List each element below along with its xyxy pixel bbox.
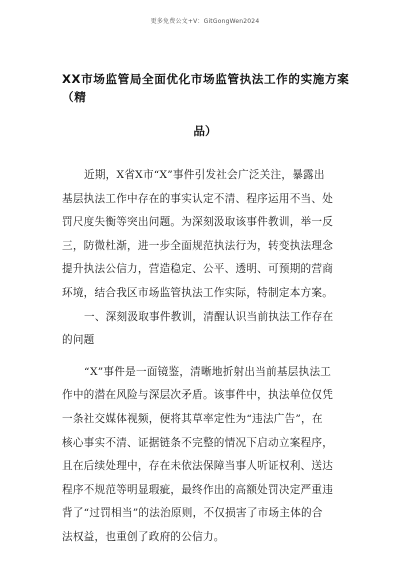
text-line: 程序不规范等明显瑕疵，最终作出的高额处罚决定严重违 [62, 483, 334, 496]
text-line: 的问题 [62, 334, 95, 347]
section-heading-1 [62, 306, 354, 353]
text-line: 作中的潜在风险与深层次矛盾。该事件中，执法单位仅凭 [62, 389, 334, 402]
text-line: 一条社交媒体视频，便将其草率定性为“违法广告”，在 [62, 412, 323, 425]
text-line: 且在后续处理中，存在未依法保障当事人听证权利、送达 [62, 460, 334, 473]
text-line: 基层执法工作中存在的事实认定不清、程序运用不当、处 [62, 192, 334, 205]
paragraph-intro [62, 164, 354, 306]
text-line: 核心事实不清、证据链条不完整的情况下启动立案程序， [62, 436, 334, 449]
text-line: 近期，X省X市“X”事件引发社会广泛关注，暴露出 [84, 169, 325, 181]
text-line: 环境，结合我区市场监管执法工作实际，特制定本方案。 [62, 286, 334, 299]
header-note: 更多免费公文+V：GitGongWen2024 [150, 18, 260, 25]
text-line: 三，防微杜渐，进一步全面规范执法行为，转变执法理念 [62, 239, 334, 252]
text-line: 提升执法公信力，营造稳定、公平、透明、可预期的营商 [62, 263, 334, 276]
text-line: 背了“过罚相当”的法治原则，不仅损害了市场主体的合 [62, 507, 323, 520]
text-line: 法权益，也重创了政府的公信力。 [62, 530, 225, 543]
document-title: XX市场监管局全面优化市场监管执法工作的实施方案（精 [62, 72, 350, 104]
paragraph-gap [62, 353, 354, 361]
text-line: “X”事件是一面镜鉴，清晰地折射出当前基层执法工 [84, 365, 332, 378]
text-line: 罚尺度失衡等突出问题。为深刻汲取该事件教训，举一反 [62, 216, 334, 229]
document-title-continuation: 品） [193, 124, 217, 138]
document-body [62, 164, 354, 550]
paragraph-event [62, 361, 354, 550]
text-line: 一、深刻汲取事件教训，清醒认识当前执法工作存在 [84, 310, 334, 323]
